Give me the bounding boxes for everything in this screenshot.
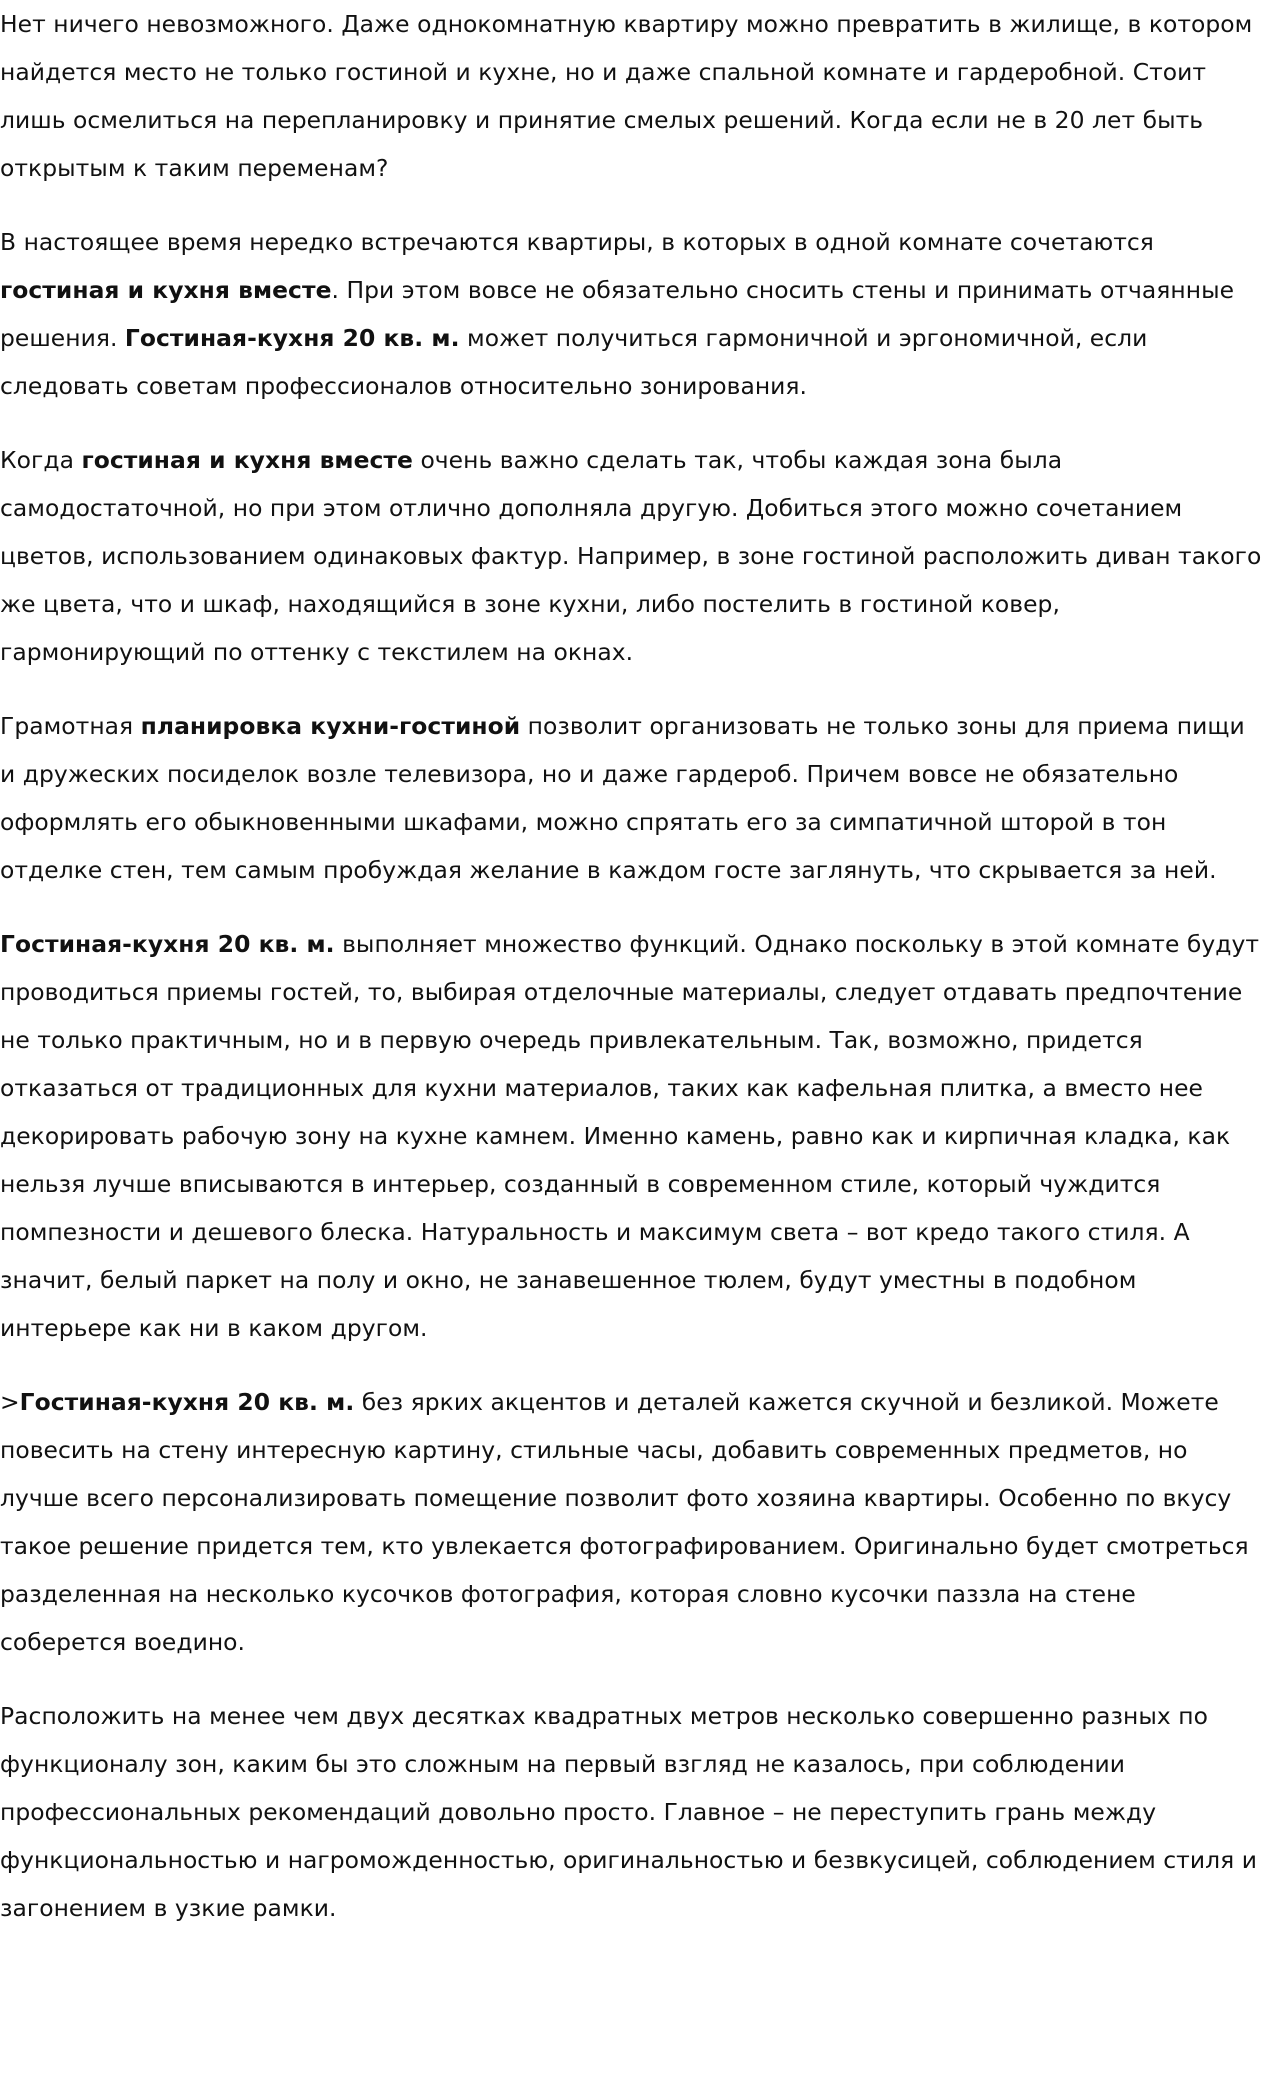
paragraph-text: позволит организовать не только зоны для приема пищи и дружеских посиделок возле телевизора, но и даже гардероб. Причем вовсе не обязательно оформлять его обыкновенными шкафами, можно спрятать его за симпатичной шторой в тон отделке стен, тем самым пробуждая желание в каждом госте заглянуть, что скрывается за ней. xyxy=(0,712,1245,884)
paragraph-text: Нет ничего невозможного. Даже однокомнатную квартиру можно превратить в жилище, в котором найдется место не только гостиной и кухне, но и даже спальной комнате и гардеробной. Стоит лишь осмелиться на перепланировку и принятие смелых решений. Когда если не в 20 лет быть открытым к таким переменам? xyxy=(0,10,1253,182)
bold-phrase: Гостиная-кухня 20 кв. м. xyxy=(19,1388,355,1416)
paragraph-intro xyxy=(0,0,1262,192)
paragraph-text: очень важно сделать так, чтобы каждая зона была самодостаточной, но при этом отлично дополняла другую. Добиться этого можно сочетанием цветов, использованием одинаковых фактур. Например, в зоне гостиной расположить диван такого же цвета, что и шкаф, находящийся в зоне кухни, либо постелить в гостиной ковер, гармонирующий по оттенку с текстилем на окнах. xyxy=(0,446,1262,666)
paragraph-combined-rooms xyxy=(0,218,1262,410)
paragraph-text: Когда xyxy=(0,446,82,474)
paragraph-text: Расположить на менее чем двух десятках квадратных метров несколько совершенно разных по функционалу зон, каким бы это сложным на первый взгляд не казалось, при соблюдении профессиональных рекомендаций довольно просто. Главное – не переступить грань между функциональностью и нагроможденностью, оригинальностью и безвкусицей, соблюдением стиля и загонением в узкие рамки. xyxy=(0,1702,1257,1922)
paragraph-text: Грамотная xyxy=(0,712,141,740)
paragraph-text: В настоящее время нередко встречаются квартиры, в которых в одной комнате сочетаются xyxy=(0,228,1154,256)
bold-phrase: планировка кухни-гостиной xyxy=(140,712,521,740)
paragraph-text: > xyxy=(0,1388,20,1416)
paragraph-layout xyxy=(0,702,1262,894)
paragraph-accents xyxy=(0,1378,1262,1666)
bold-phrase: Гостиная-кухня 20 кв. м. xyxy=(124,324,460,352)
paragraph-text: может получиться гармоничной и эргономичной, если следовать советам профессионалов относительно зонирования. xyxy=(0,324,1148,400)
paragraph-text: без ярких акцентов и деталей кажется скучной и безликой. Можете повесить на стену интересную картину, стильные часы, добавить современных предметов, но лучше всего персонализировать помещение позволит фото хозяина квартиры. Особенно по вкусу такое решение придется тем, кто увлекается фотографированием. Оригинально будет смотреться разделенная на несколько кусочков фотография, которая словно кусочки паззла на стене соберется воедино. xyxy=(0,1388,1249,1656)
paragraph-conclusion xyxy=(0,1692,1262,1932)
bold-phrase: гостиная и кухня вместе xyxy=(81,446,413,474)
paragraph-text: выполняет множество функций. Однако поскольку в этой комнате будут проводиться приемы гостей, то, выбирая отделочные материалы, следует отдавать предпочтение не только практичным, но и в первую очередь привлекательным. Так, возможно, придется отказаться от традиционных для кухни материалов, таких как кафельная плитка, а вместо нее декорировать рабочую зону на кухне камнем. Именно камень, равно как и кирпичная кладка, как нельзя лучше вписываются в интерьер, созданный в современном стиле, который чуждится помпезности и дешевого блеска. Натуральность и максимум света – вот кредо такого стиля. А значит, белый паркет на полу и окно, не занавешенное тюлем, будут уместны в подобном интерьере как ни в каком другом. xyxy=(0,930,1260,1342)
paragraph-text: . При этом вовсе не обязательно сносить стены и принимать отчаянные решения. xyxy=(0,276,1235,352)
bold-phrase: Гостиная-кухня 20 кв. м. xyxy=(0,930,335,958)
paragraph-materials xyxy=(0,920,1262,1352)
bold-phrase: гостиная и кухня вместе xyxy=(0,276,332,304)
paragraph-zones xyxy=(0,436,1262,676)
